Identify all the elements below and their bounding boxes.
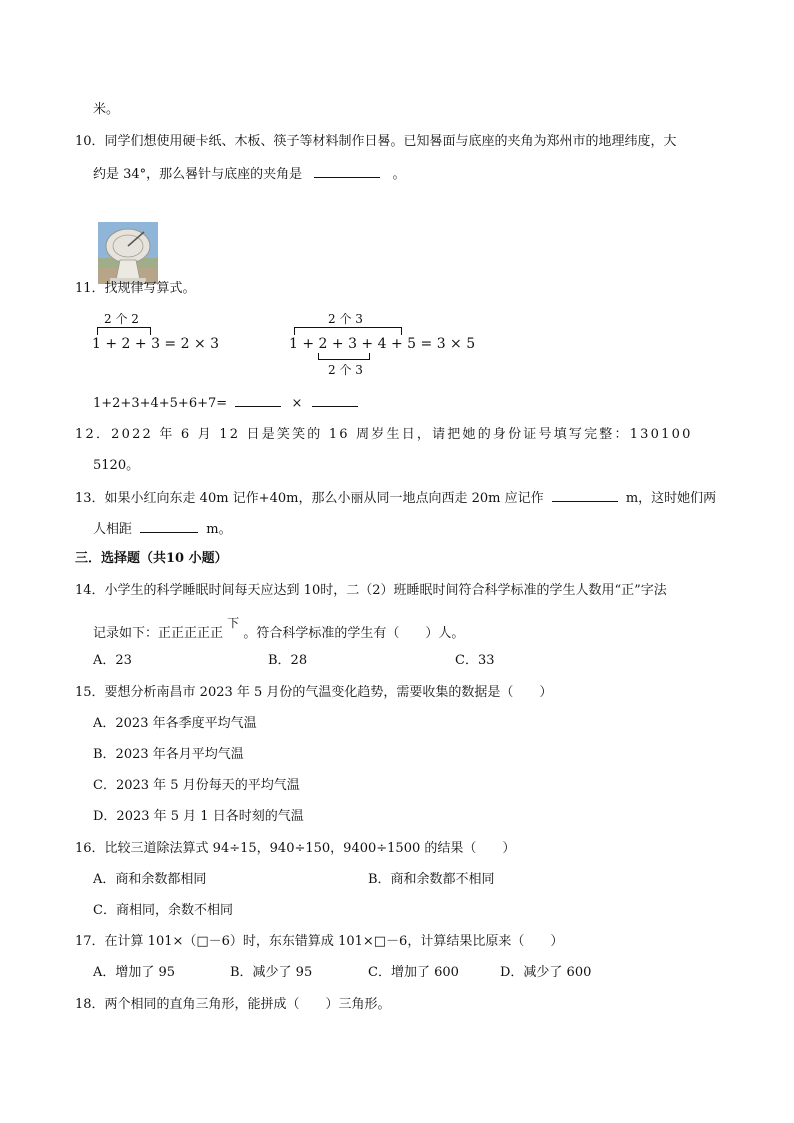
q14-tally-text: 记录如下：正正正正正 <box>93 626 224 641</box>
section-3-heading: 三．选择题（共10 小题） <box>75 551 228 566</box>
q12-line2: 5120。 <box>93 458 140 473</box>
q17-option-a[interactable]: A．增加了 95 <box>93 965 176 980</box>
q11-title: 11．找规律写算式。 <box>75 281 196 296</box>
q12-line1: 12．2022 年 6 月 12 日是笑笑的 16 周岁生日，请把她的身份证号填写完整：130100 <box>75 427 693 442</box>
q10-line2-text: 约是 34°，那么晷针与底座的夹角是 <box>93 167 303 182</box>
q11-ex1-expression: 1 + 2 + 3 = 2 × 3 <box>92 336 220 352</box>
q10-line2-end: 。 <box>392 167 406 182</box>
q17-option-d[interactable]: D．减少了 600 <box>500 965 592 980</box>
q15-option-c[interactable]: C．2023 年 5 月份每天的平均气温 <box>93 778 300 793</box>
q16-option-c[interactable]: C．商相同，余数不相同 <box>93 903 233 918</box>
q11-ex1-bracket <box>97 327 151 335</box>
q15-option-b[interactable]: B．2023 年各月平均气温 <box>93 747 244 762</box>
q14-line1: 14．小学生的科学睡眠时间每天应达到 10时，二（2）班睡眠时间符合科学标准的学生人数用“正”字法 <box>75 583 667 598</box>
q18-stem: 18．两个相同的直角三角形，能拼成（ ）三角形。 <box>75 997 391 1012</box>
q16-option-a[interactable]: A．商和余数都相同 <box>93 872 207 887</box>
q17-option-c[interactable]: C．增加了 600 <box>368 965 459 980</box>
q11-task <box>93 393 358 413</box>
q14-line2 <box>93 616 465 643</box>
q11-ex2-bottom-label: 2 个 3 <box>328 363 363 377</box>
q13-line2-unit: m。 <box>206 522 232 537</box>
sundial-image <box>98 222 158 284</box>
q9-tail: 米。 <box>93 102 120 117</box>
q14-option-b[interactable]: B．28 <box>268 653 308 668</box>
q13-line1-unit: m，这时她们两 <box>625 491 717 506</box>
q13-line1 <box>75 488 716 508</box>
q14-option-c[interactable]: C．33 <box>455 653 495 668</box>
q14-option-a[interactable]: A．23 <box>93 653 132 668</box>
q17-option-b[interactable]: B．减少了 95 <box>230 965 313 980</box>
q14-tally-partial-mark: 下 <box>227 616 240 630</box>
q11-ex2-expression: 1 + 2 + 3 + 4 + 5 = 3 × 5 <box>289 336 476 352</box>
q10-line1: 10．同学们想使用硬卡纸、木板、筷子等材料制作日晷。已知晷面与底座的夹角为郑州市的地理纬度，大 <box>75 134 677 149</box>
q13-blank-1[interactable] <box>552 488 618 502</box>
q16-stem: 16．比较三道除法算式 94÷15，940÷150，9400÷1500 的结果（ ） <box>75 841 516 856</box>
q10-line2 <box>93 164 405 184</box>
q11-ex1-label: 2 个 2 <box>104 312 139 326</box>
q11-blank-2[interactable] <box>312 393 358 407</box>
q15-stem: 15．要想分析南昌市 2023 年 5 月份的气温变化趋势，需要收集的数据是（ ） <box>75 685 553 700</box>
q11-ex2-bottom-bracket <box>318 353 370 360</box>
q11-ex2-top-bracket <box>294 327 402 335</box>
q13-blank-2[interactable] <box>140 519 198 533</box>
q17-stem: 17．在计算 101×（□－6）时，东东错算成 101×□－6，计算结果比原来（ ） <box>75 934 564 949</box>
q15-option-a[interactable]: A．2023 年各季度平均气温 <box>93 716 257 731</box>
q16-option-b[interactable]: B．商和余数都不相同 <box>368 872 495 887</box>
q11-ex2-top-label: 2 个 3 <box>328 312 363 326</box>
q13-line2 <box>93 519 232 539</box>
q14-line2-end: 。符合科学标准的学生有（ ）人。 <box>243 626 465 641</box>
q11-blank-1[interactable] <box>235 393 281 407</box>
q11-task-expression: 1+2+3+4+5+6+7= <box>93 396 228 411</box>
q11-times-sign: × <box>291 396 303 411</box>
q15-option-d[interactable]: D．2023 年 5 月 1 日各时刻的气温 <box>93 809 304 824</box>
q13-line2-text: 人相距 <box>93 522 133 537</box>
q10-answer-blank[interactable] <box>314 164 380 178</box>
q13-line1-text: 13．如果小红向东走 40m 记作+40m，那么小丽从同一地点向西走 20m 应记作 <box>75 491 544 506</box>
